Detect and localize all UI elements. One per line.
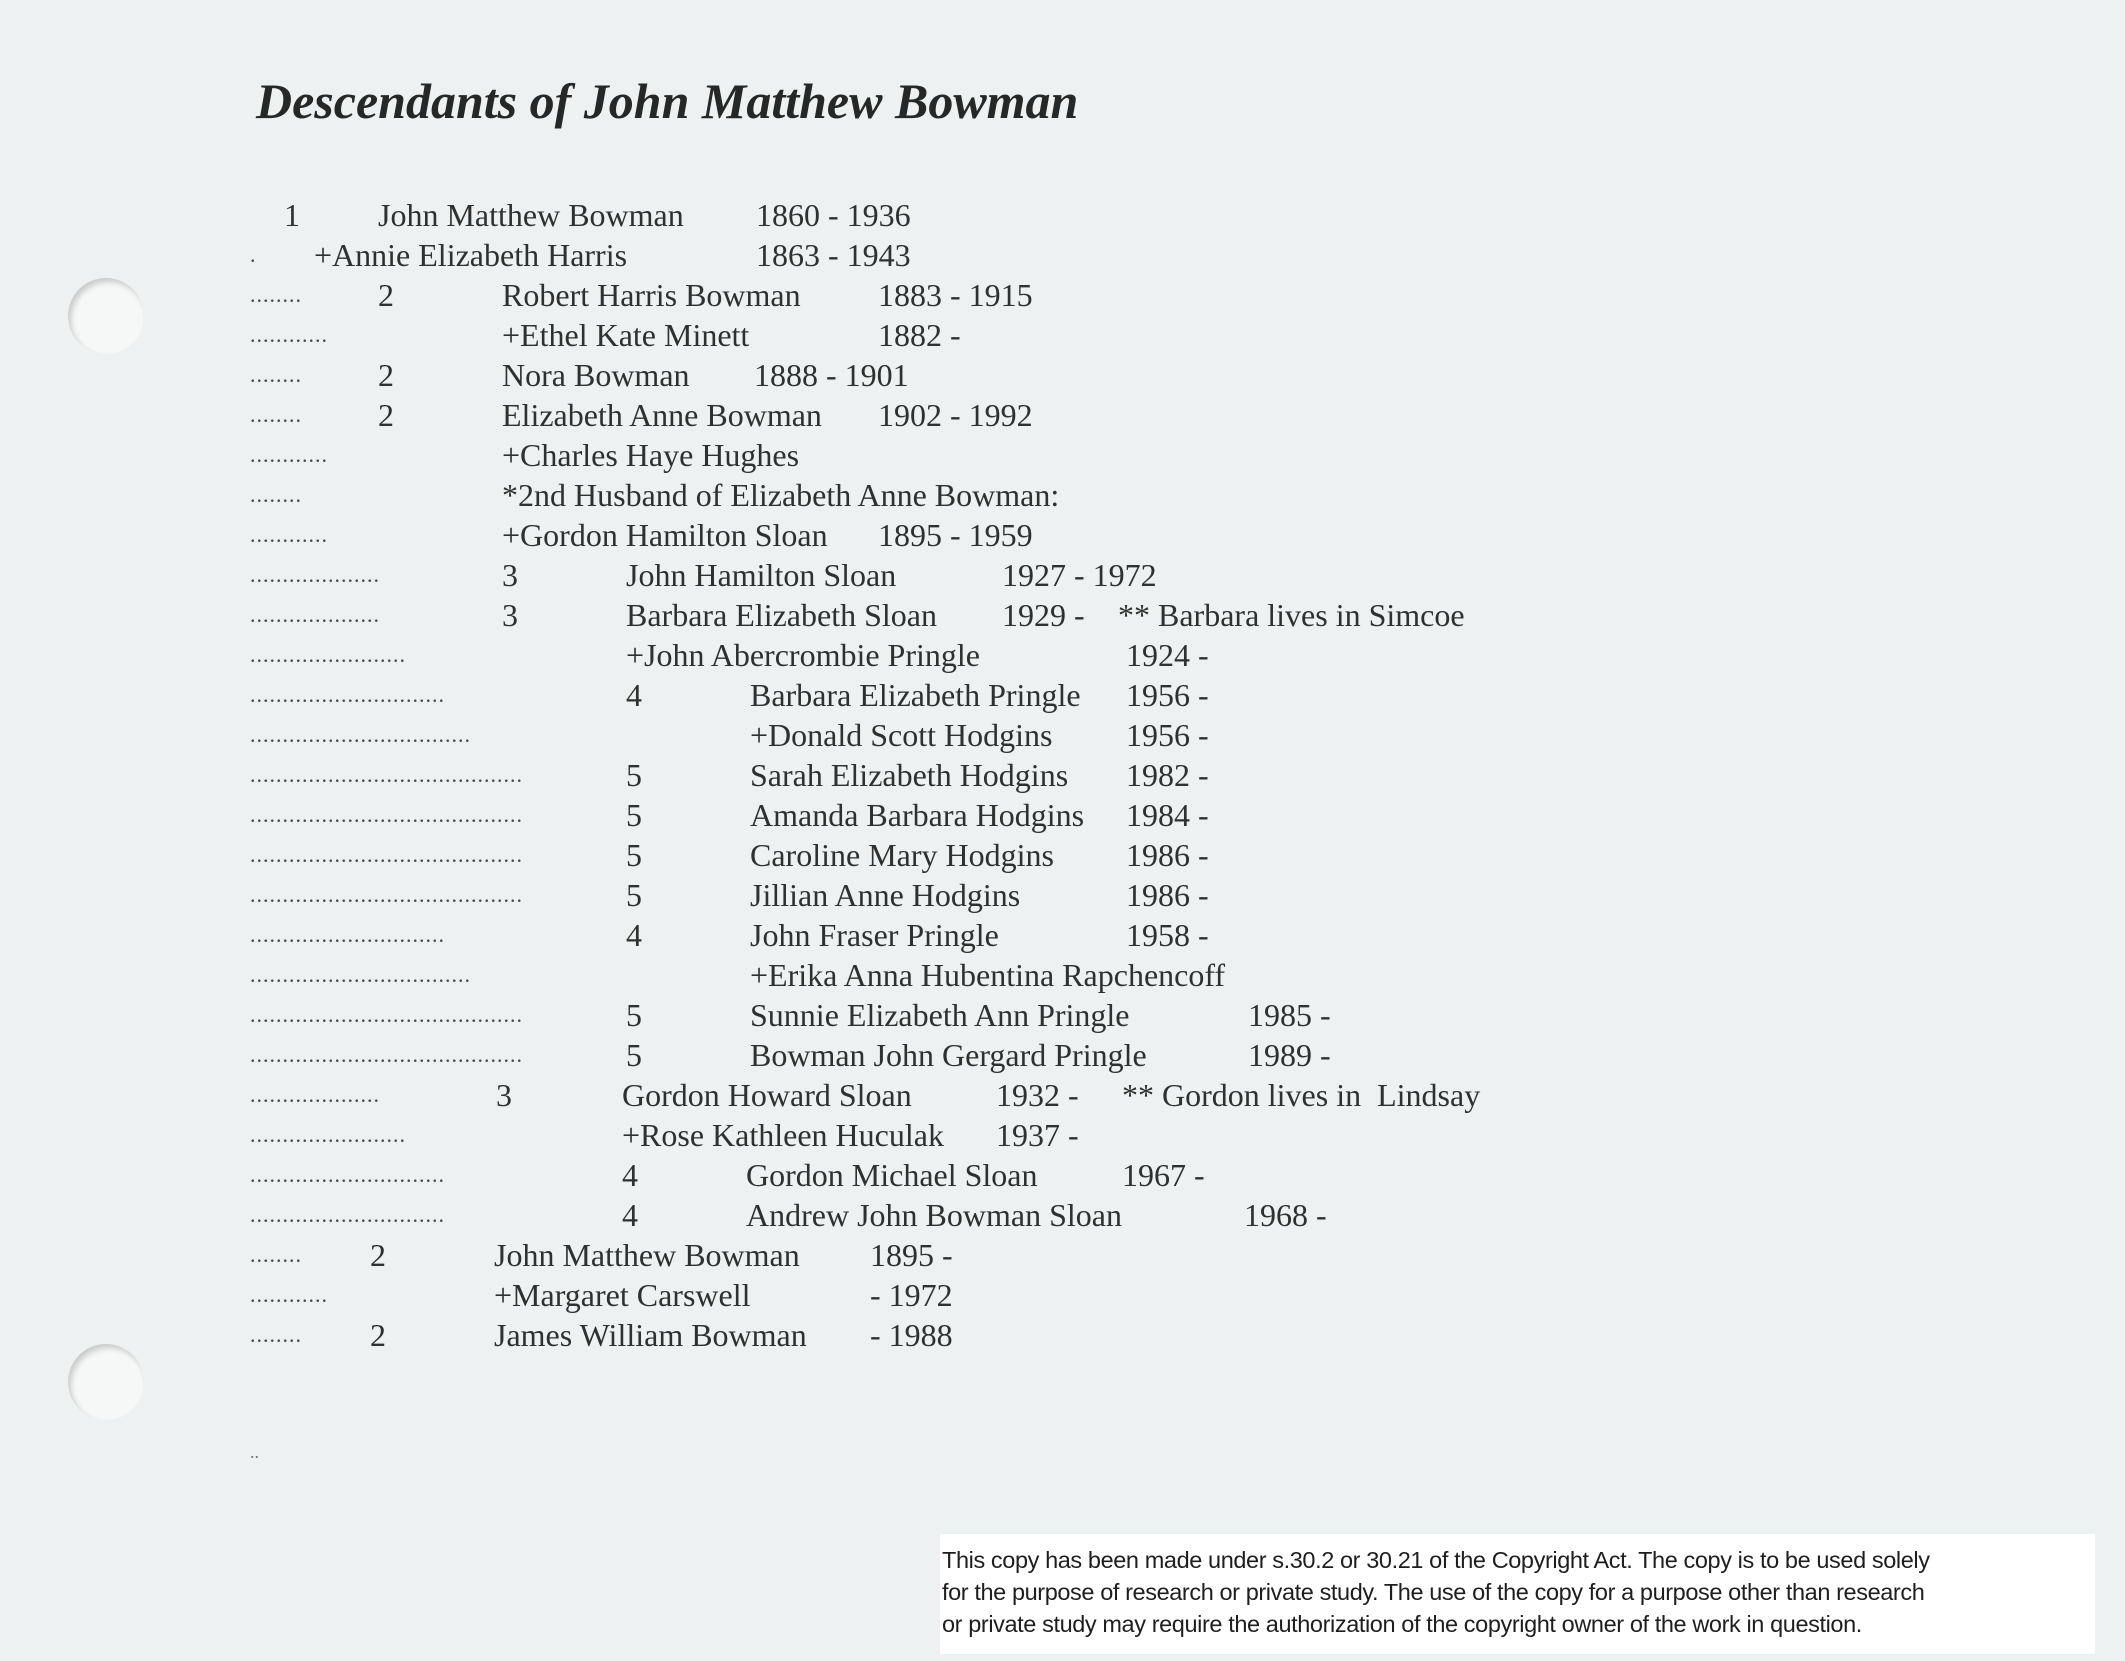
note-text: *2nd Husband of Elizabeth Anne Bowman: <box>502 477 1060 513</box>
list-item <box>0 955 1700 995</box>
list-item <box>0 475 1700 515</box>
list-item <box>0 435 1700 475</box>
stray-dots: .. <box>250 1442 259 1462</box>
list-item <box>0 355 1700 395</box>
leader-dots: ............ <box>250 1282 328 1307</box>
person-name: John Hamilton Sloan <box>626 557 897 593</box>
life-years: 1982 - <box>1126 757 1209 793</box>
generation-number: 4 <box>626 917 642 953</box>
life-years: 1927 - 1972 <box>1002 557 1157 593</box>
leader-dots: .................... <box>250 1082 380 1107</box>
notice-line: for the purpose of research or private study. The use of the copy for a purpose other than research <box>942 1579 1925 1605</box>
generation-number: 5 <box>626 1037 642 1073</box>
person-name: Andrew John Bowman Sloan <box>746 1197 1122 1233</box>
person-name: +Erika Anna Hubentina Rapchencoff <box>750 957 1226 993</box>
person-name: Gordon Howard Sloan <box>622 1077 912 1113</box>
life-years: 1956 - <box>1126 677 1209 713</box>
generation-number: 2 <box>378 357 394 393</box>
generation-number: 5 <box>626 997 642 1033</box>
life-years: 1967 - <box>1122 1157 1205 1193</box>
person-name: +Annie Elizabeth Harris <box>314 237 628 273</box>
note-text: ** Barbara lives in Simcoe <box>1118 597 1465 633</box>
person-name: Elizabeth Anne Bowman <box>502 397 822 433</box>
leader-dots: ........ <box>250 402 302 427</box>
list-item <box>0 555 1700 595</box>
leader-dots: .............................. <box>250 922 445 947</box>
generation-number: 5 <box>626 797 642 833</box>
list-item <box>0 835 1700 875</box>
person-name: +John Abercrombie Pringle <box>626 637 980 673</box>
person-name: Barbara Elizabeth Pringle <box>750 677 1081 713</box>
person-name: John Matthew Bowman <box>494 1237 800 1273</box>
life-years: 1986 - <box>1126 837 1209 873</box>
notice-line: or private study may require the authorization of the copyright owner of the work in question. <box>942 1611 1862 1637</box>
person-name: Barbara Elizabeth Sloan <box>626 597 937 633</box>
generation-number: 3 <box>502 557 518 593</box>
list-item <box>0 675 1700 715</box>
generation-number: 3 <box>502 597 518 633</box>
person-name: +Rose Kathleen Huculak <box>622 1117 944 1153</box>
list-item <box>0 235 1700 275</box>
person-name: +Margaret Carswell <box>494 1277 751 1313</box>
generation-number: 5 <box>626 837 642 873</box>
life-years: 1888 - 1901 <box>754 357 909 393</box>
life-years: 1883 - 1915 <box>878 277 1033 313</box>
life-years: 1895 - 1959 <box>878 517 1033 553</box>
leader-dots: .......................................... <box>250 882 523 907</box>
leader-dots: .......................................... <box>250 842 523 867</box>
person-name: Nora Bowman <box>502 357 690 393</box>
generation-number: 4 <box>622 1157 638 1193</box>
leader-dots: .............................. <box>250 1162 445 1187</box>
life-years: 1929 - <box>1002 597 1085 633</box>
leader-dots: ............ <box>250 322 328 347</box>
life-years: 1863 - 1943 <box>756 237 911 273</box>
list-item <box>0 595 1700 635</box>
generation-number: 1 <box>284 197 300 233</box>
list-item <box>0 1155 1700 1195</box>
generation-number: 5 <box>626 877 642 913</box>
life-years: 1984 - <box>1126 797 1209 833</box>
list-item <box>0 1275 1700 1315</box>
generation-number: 4 <box>622 1197 638 1233</box>
page-title: Descendants of John Matthew Bowman <box>256 73 1079 129</box>
binder-hole-bottom <box>68 1344 144 1420</box>
person-name: Gordon Michael Sloan <box>746 1157 1038 1193</box>
person-name: James William Bowman <box>494 1317 807 1353</box>
list-item <box>0 195 1700 235</box>
leader-dots: ........................ <box>250 642 406 667</box>
person-name: +Ethel Kate Minett <box>502 317 750 353</box>
life-years: 1986 - <box>1126 877 1209 913</box>
list-item <box>0 1075 1700 1115</box>
list-item <box>0 315 1700 355</box>
list-item <box>0 1115 1700 1155</box>
life-years: 1860 - 1936 <box>756 197 911 233</box>
life-years: 1882 - <box>878 317 961 353</box>
leader-dots: ........ <box>250 282 302 307</box>
generation-number: 2 <box>370 1237 386 1273</box>
life-years: 1958 - <box>1126 917 1209 953</box>
copyright-notice <box>940 1534 2095 1654</box>
leader-dots: .......................................... <box>250 802 523 827</box>
person-name: Amanda Barbara Hodgins <box>750 797 1085 833</box>
person-name: Jillian Anne Hodgins <box>750 877 1021 913</box>
leader-dots: .................... <box>250 602 380 627</box>
list-item <box>0 715 1700 755</box>
person-name: Robert Harris Bowman <box>502 277 801 313</box>
person-name: John Matthew Bowman <box>378 197 684 233</box>
generation-number: 2 <box>378 397 394 433</box>
notice-line: This copy has been made under s.30.2 or 30.21 of the Copyright Act. The copy is to be used solely <box>942 1547 1930 1573</box>
person-name: Caroline Mary Hodgins <box>750 837 1054 873</box>
life-years: - 1988 <box>870 1317 953 1353</box>
leader-dots: ............ <box>250 442 328 467</box>
life-years: 1937 - <box>996 1117 1079 1153</box>
life-years: 1968 - <box>1244 1197 1327 1233</box>
generation-number: 4 <box>626 677 642 713</box>
life-years: - 1972 <box>870 1277 953 1313</box>
list-item <box>0 515 1700 555</box>
leader-dots: ........ <box>250 1322 302 1347</box>
list-item <box>0 275 1700 315</box>
leader-dots: .................................. <box>250 962 471 987</box>
life-years: 1956 - <box>1126 717 1209 753</box>
person-name: +Donald Scott Hodgins <box>750 717 1053 753</box>
list-item <box>0 755 1700 795</box>
leader-dots: .................... <box>250 562 380 587</box>
list-item <box>0 995 1700 1035</box>
leader-dots: ........................ <box>250 1122 406 1147</box>
leader-dots: .......................................... <box>250 1042 523 1067</box>
list-item <box>0 1035 1700 1075</box>
life-years: 1895 - <box>870 1237 953 1273</box>
list-item <box>0 1235 1700 1275</box>
note-text: ** Gordon lives in Lindsay <box>1122 1077 1481 1113</box>
leader-dots: .............................. <box>250 1202 445 1227</box>
person-name: John Fraser Pringle <box>750 917 999 953</box>
leader-dots: ............ <box>250 522 328 547</box>
leader-dots: .......................................... <box>250 1002 523 1027</box>
list-item <box>0 1315 1700 1355</box>
list-item <box>0 875 1700 915</box>
person-name: Bowman John Gergard Pringle <box>750 1037 1147 1073</box>
leader-dots: ........ <box>250 482 302 507</box>
person-name: +Gordon Hamilton Sloan <box>502 517 828 553</box>
life-years: 1924 - <box>1126 637 1209 673</box>
life-years: 1985 - <box>1248 997 1331 1033</box>
list-item <box>0 795 1700 835</box>
leader-dots: .............................. <box>250 682 445 707</box>
person-name: Sarah Elizabeth Hodgins <box>750 757 1069 793</box>
leader-dots: .................................. <box>250 722 471 747</box>
generation-number: 3 <box>496 1077 512 1113</box>
person-name: +Charles Haye Hughes <box>502 437 800 473</box>
leader-dots: ........ <box>250 362 302 387</box>
leader-dots: . <box>250 242 257 267</box>
leader-dots: ........ <box>250 1242 302 1267</box>
list-item <box>0 395 1700 435</box>
life-years: 1932 - <box>996 1077 1079 1113</box>
generation-number: 2 <box>370 1317 386 1353</box>
list-item <box>0 1195 1700 1235</box>
list-item <box>0 915 1700 955</box>
person-name: Sunnie Elizabeth Ann Pringle <box>750 997 1130 1033</box>
generation-number: 5 <box>626 757 642 793</box>
life-years: 1902 - 1992 <box>878 397 1033 433</box>
life-years: 1989 - <box>1248 1037 1331 1073</box>
list-item <box>0 635 1700 675</box>
generation-number: 2 <box>378 277 394 313</box>
leader-dots: .......................................... <box>250 762 523 787</box>
